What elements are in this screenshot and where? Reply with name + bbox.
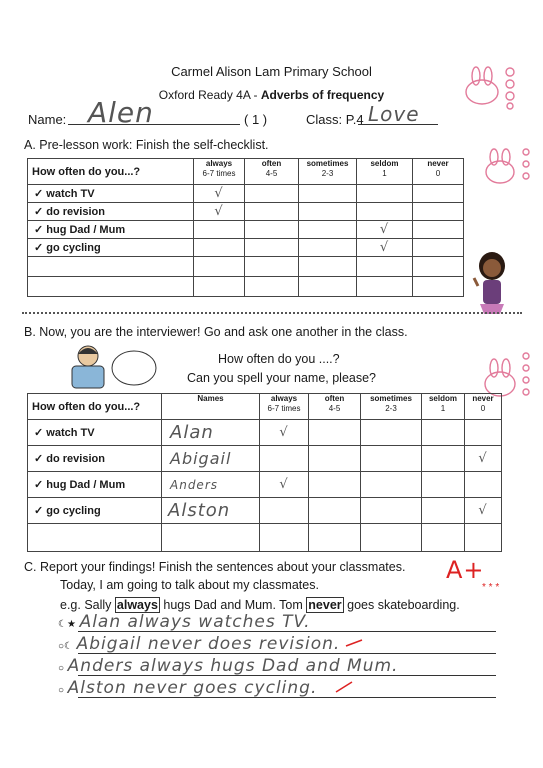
col-sometimes: sometimes 2-3 [361,394,422,420]
grade-mark: A+ [446,556,485,584]
interview-prompt-2: Can you spell your name, please? [187,371,377,385]
interview-prompt-1: How often do you ....? [218,352,340,366]
sentence-text: Anders always hugs Dad and Mum. [67,656,399,676]
section-divider [22,312,522,314]
col-names: Names [162,394,260,420]
col-always: always 6-7 times [194,159,245,185]
activity-label: ✓ do revision [28,446,162,472]
table-row [28,446,502,472]
section-b-title: B. Now, you are the interviewer! Go and ask one another in the class. [24,325,408,339]
interview-table [27,393,502,552]
sentence-2 [58,634,498,654]
course-prefix: Oxford Ready 4A - [158,88,261,102]
bunny-stamp-icon [478,142,538,192]
table-row [28,221,464,239]
table-row [28,524,502,552]
sentence-text: Alston never goes cycling. [67,678,318,698]
table-row [28,239,464,257]
col-seldom: seldom 1 [422,394,465,420]
teacher-check-icon [344,636,364,650]
activity-label: ✓ hug Dad / Mum [28,221,194,239]
tick-mark: √ [194,185,245,203]
moon-star-icon: ☾★ [58,619,76,630]
activity-label: ✓ go cycling [28,239,194,257]
sentence-1 [58,612,498,632]
table-row [28,472,502,498]
col-often: often 4-5 [309,394,361,420]
section-c-intro: Today, I am going to talk about my classmates. [60,578,319,592]
student-number: ( 1 ) [244,112,268,127]
tick-mark: √ [465,446,502,472]
circle-icon: ○ [58,685,65,696]
sentence-3 [58,656,498,676]
tick-mark: √ [194,203,245,221]
name-label: Name: [28,112,67,127]
activity-label: ✓ do revision [28,203,194,221]
class-label: Class: P.4 [306,112,364,127]
sentence-4 [58,678,498,698]
tick-mark: √ [260,420,309,446]
activity-label: ✓ watch TV [28,185,194,203]
sentence-line [78,675,496,676]
table-row [28,420,502,446]
col-seldom: seldom 1 [357,159,413,185]
course-topic: Adverbs of frequency [260,88,385,102]
circle-icon: ○ [58,663,65,674]
section-c-title: C. Report your findings! Finish the sentences about your classmates. [24,560,406,574]
table-row [28,185,464,203]
tick-mark: √ [357,221,413,239]
boy-illustration-icon [68,342,158,392]
bunny-stamp-icon [452,62,522,112]
example-never-word: never [308,598,342,612]
sentence-line [78,697,496,698]
student-name: Alen [88,96,154,129]
teacher-check-icon [334,680,354,694]
classmate-name: Abigail [162,446,260,472]
sentence-line [78,653,496,654]
example-always-word: always [116,598,158,612]
col-sometimes: sometimes 2-3 [299,159,357,185]
sentence-line [78,631,496,632]
self-checklist-table [27,158,464,297]
class-value: Love [368,102,420,126]
classmate-name: Alston [162,498,260,524]
tick-mark: √ [357,239,413,257]
girl-illustration-icon [470,248,516,318]
sentence-text: Alan always watches TV. [79,612,311,632]
table-row [28,257,464,277]
table-row [28,203,464,221]
table-row [28,277,464,297]
activity-label: ✓ go cycling [28,498,162,524]
table-row [28,498,502,524]
tick-mark: √ [260,472,309,498]
col-never: never 0 [465,394,502,420]
grade-stars: * * * [482,582,500,593]
sentence-text: Abigail never does revision. [76,634,341,654]
checklist-question-header: How often do you...? [28,159,194,185]
col-never: never 0 [413,159,464,185]
classmate-name: Anders [162,472,260,498]
col-always: always 6-7 times [260,394,309,420]
activity-label: ✓ hug Dad / Mum [28,472,162,498]
activity-label: ✓ watch TV [28,420,162,446]
moon-icon: ○☾ [58,641,74,652]
section-a-title: A. Pre-lesson work: Finish the self-checklist. [24,138,269,152]
col-often: often 4-5 [245,159,299,185]
tick-mark: √ [465,498,502,524]
school-name: Carmel Alison Lam Primary School [171,64,372,79]
interview-question-header: How often do you...? [28,394,162,420]
example-sentence: e.g. Sally always hugs Dad and Mum. Tom never goes skateboarding. [60,598,460,612]
classmate-name: Alan [162,420,260,446]
